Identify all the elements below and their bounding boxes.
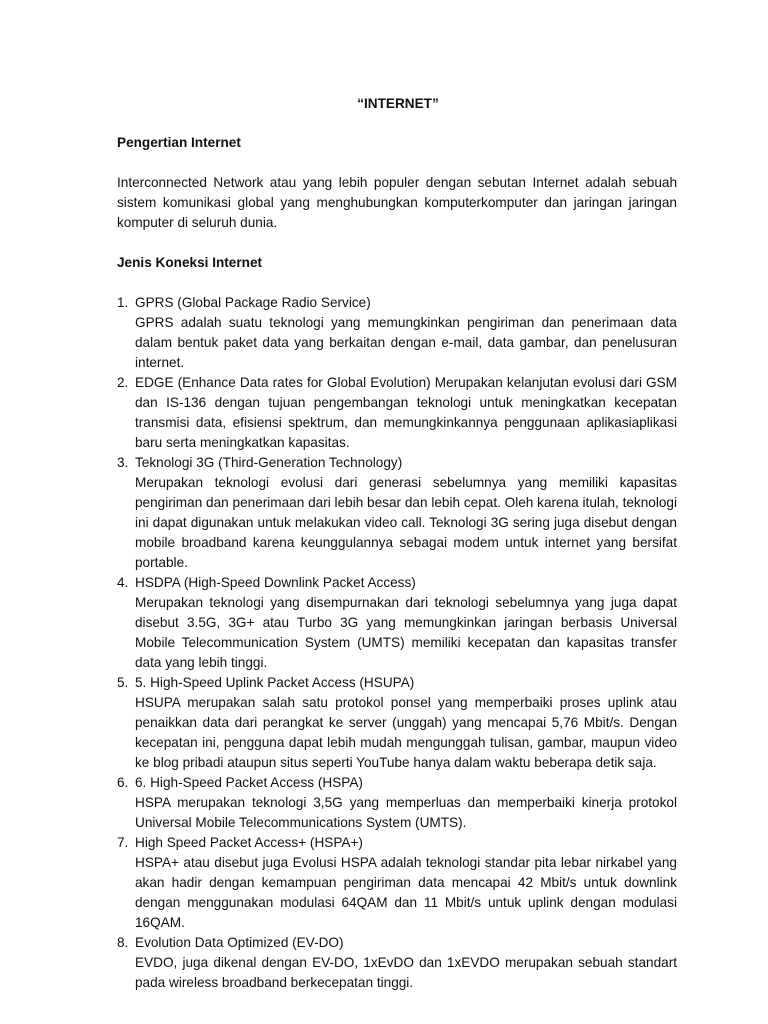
list-item-title: Evolution Data Optimized (EV-DO) (135, 935, 344, 950)
list-item-description: HSPA+ atau disebut juga Evolusi HSPA adalah teknologi standar pita lebar nirkabel yang akan hadir dengan kemampuan pengiriman data mencapai 42 Mbit/s untuk downlink dengan menggunakan modulasi 64QAM dan 11 Mbit/s untuk uplink dengan modulasi 16QAM. (135, 855, 677, 930)
list-item (117, 833, 677, 933)
list-item-description: EDGE (Enhance Data rates for Global Evolution) Merupakan kelanjutan evolusi dari GSM dan IS-136 dengan tujuan pengembangan teknologi untuk meningkatkan kecepatan transmisi data, efisiensi spektrum, dan memungkinkannya penggunaan aplikasiaplikasi baru serta meningkatkan kapasitas. (135, 375, 677, 450)
list-item-title: 5. High-Speed Uplink Packet Access (HSUPA) (135, 675, 415, 690)
list-item (117, 293, 677, 373)
list-item-number: 5. (117, 675, 129, 690)
list-item-title: HSDPA (High-Speed Downlink Packet Access) (135, 575, 416, 590)
connection-type-list (117, 293, 677, 993)
list-item-number: 8. (117, 935, 129, 950)
document-title: “INTERNET” (357, 96, 439, 111)
list-item-title: Teknologi 3G (Third-Generation Technology) (135, 455, 403, 470)
list-item (117, 933, 677, 993)
list-item (117, 773, 677, 833)
list-item-number: 3. (117, 455, 129, 470)
section-heading-pengertian: Pengertian Internet (117, 135, 241, 150)
list-item (117, 673, 677, 773)
list-item-description: HSPA merupakan teknologi 3,5G yang memperluas dan memperbaiki kinerja protokol Universal Mobile Telecommunications System (UMTS). (135, 795, 677, 830)
list-item-title: GPRS (Global Package Radio Service) (135, 295, 371, 310)
list-item-description: HSUPA merupakan salah satu protokol ponsel yang memperbaiki proses uplink atau penaikkan data dari perangkat ke server (unggah) yang mencapai 5,76 Mbit/s. Dengan kecepatan ini, pengguna dapat lebih mudah mengunggah tulisan, gambar, maupun video ke blog pribadi ataupun situs seperti YouTube hanya dalam waktu beberapa detik saja. (135, 695, 677, 770)
list-item-description: Merupakan teknologi evolusi dari generasi sebelumnya yang memiliki kapasitas pengiriman dan penerimaan dari lebih besar dan lebih cepat. Oleh karena itulah, teknologi ini dapat digunakan untuk melakukan video call. Teknologi 3G sering juga disebut dengan mobile broadband karena keunggulannya sebagai modem untuk internet yang bersifat portable. (135, 475, 677, 570)
intro-paragraph: Interconnected Network atau yang lebih populer dengan sebutan Internet adalah sebuah sistem komunikasi global yang menghubungkan komputerkomputer dan jaringan jaringan komputer di seluruh dunia. (117, 175, 677, 230)
list-item-title: High Speed Packet Access+ (HSPA+) (135, 835, 363, 850)
list-item (117, 573, 677, 673)
list-item-description: EVDO, juga dikenal dengan EV-DO, 1xEvDO dan 1xEVDO merupakan sebuah standart pada wireless broadband berkecepatan tinggi. (135, 955, 677, 990)
list-item-number: 2. (117, 375, 129, 390)
list-item-title: 6. High-Speed Packet Access (HSPA) (135, 775, 363, 790)
section-heading-jenis-koneksi: Jenis Koneksi Internet (117, 255, 263, 270)
list-item-number: 4. (117, 575, 129, 590)
list-item-number: 7. (117, 835, 129, 850)
list-item-number: 1. (117, 295, 129, 310)
list-item-number: 6. (117, 775, 129, 790)
list-item-description: Merupakan teknologi yang disempurnakan dari teknologi sebelumnya yang juga dapat disebut 3.5G, 3G+ atau Turbo 3G yang memungkinkan jaringan berbasis Universal Mobile Telecommunication System (UMTS) memiliki kecepatan dan kapasitas transfer data yang lebih tinggi. (135, 595, 677, 670)
list-item-description: GPRS adalah suatu teknologi yang memungkinkan pengiriman dan penerimaan data dalam bentuk paket data yang berkaitan dengan e-mail, data gambar, dan penelusuran internet. (135, 315, 677, 370)
list-item (117, 453, 677, 573)
list-item (117, 373, 677, 453)
